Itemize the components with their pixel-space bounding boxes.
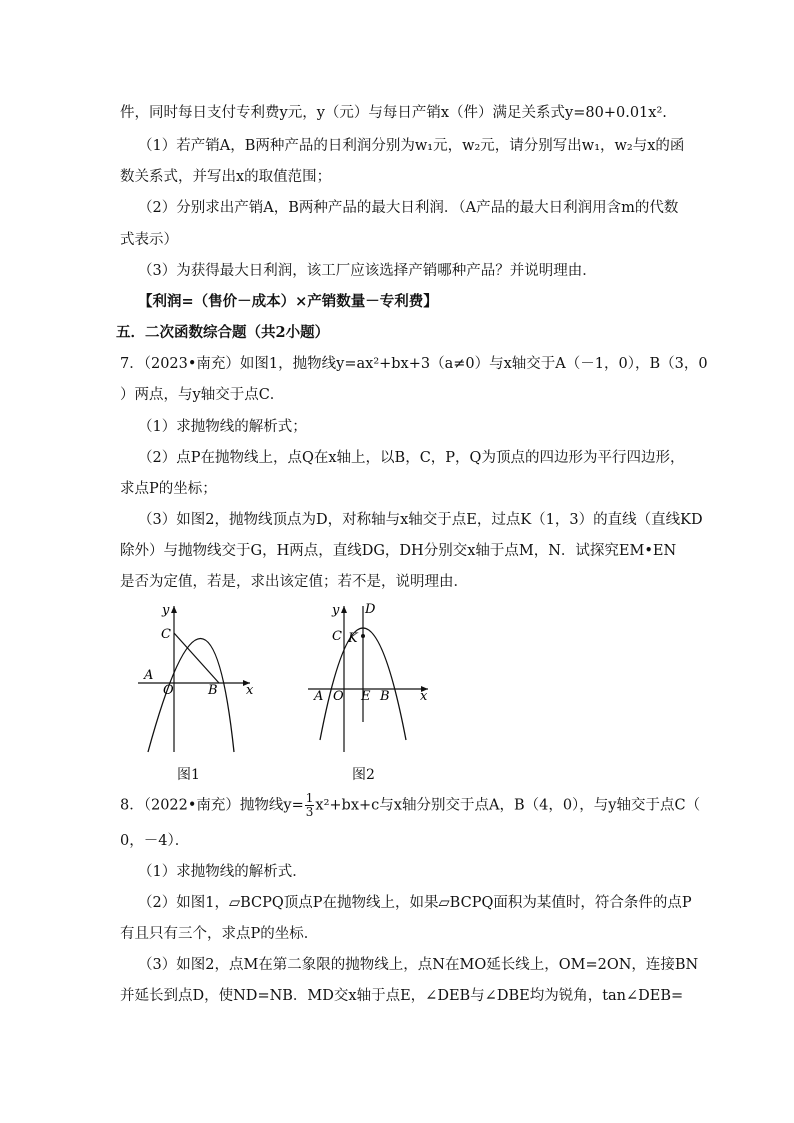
question-7-part-2: （2）点P在抛物线上，点Q在x轴上，以B，C，P，Q为顶点的四边形为平行四边形， [138, 450, 685, 466]
text-line: 有且只有三个，求点P的坐标． [120, 926, 319, 942]
label-x: x [420, 689, 428, 704]
figure-2 [302, 600, 442, 760]
label-b: B [208, 683, 218, 698]
parabola [148, 639, 234, 753]
text-fragment: x²+bx+c与x轴分别交于点A，B（4，0），与y轴交于点C（ [315, 797, 701, 814]
text-line: ）两点，与y轴交于点C． [120, 387, 285, 403]
label-a: A [314, 689, 324, 704]
label-y: y [332, 603, 340, 618]
question-7-part-3: （3）如图2，抛物线顶点为D，对称轴与x轴交于点E，过点K（1，3）的直线（直线KD [138, 512, 703, 528]
y-axis-arrow [341, 606, 347, 613]
question-part-2: （2）分别求出产销A，B两种产品的最大日利润．（A产品的最大日利润用含m的代数 [138, 200, 679, 216]
label-c: C [332, 629, 342, 644]
label-e: E [361, 689, 371, 704]
text-line: 0，－4）． [120, 833, 190, 849]
fraction-numerator: 1 [305, 791, 314, 805]
label-o: O [333, 689, 344, 704]
text-line: 件，同时每日支付专利费y元，y（元）与每日产销x（件）满足关系式y=80+0.01x². [120, 105, 667, 121]
question-8-stem [120, 792, 700, 819]
question-8-part-2: （2）如图1，▱BCPQ顶点P在抛物线上，如果▱BCPQ面积为某值时，符合条件的点P [138, 895, 692, 911]
point-k [361, 634, 365, 638]
question-7-stem: 7．（2023•南充）如图1，抛物线y=ax²+bx+3（a≠0）与x轴交于A（－1，0），B（3，0 [120, 356, 708, 372]
question-part-3: （3）为获得最大日利润，该工厂应该选择产销哪种产品？并说明理由． [138, 263, 597, 279]
label-x: x [246, 683, 254, 698]
question-part-1: （1）若产销A，B两种产品的日利润分别为w₁元，w₂元，请分别写出w₁，w₂与x的函 [138, 138, 685, 154]
text-line: 除外）与抛物线交于G，H两点，直线DG，DH分别交x轴于点M，N．试探究EM•EN [120, 543, 677, 559]
label-d: D [365, 602, 376, 617]
label-b: B [380, 689, 390, 704]
text-line: 是否为定值，若是，求出该定值；若不是，说明理由． [120, 574, 468, 590]
fraction-denominator: 3 [305, 805, 314, 819]
label-o: O [163, 683, 174, 698]
figure-1 [130, 600, 270, 760]
section-heading: 五．二次函数综合题（共2小题） [116, 324, 330, 341]
profit-formula-note: 【利润=（售价－成本）×产销数量－专利费】 [138, 293, 438, 310]
text-line: 求点P的坐标； [120, 481, 217, 497]
fraction-one-third [305, 792, 315, 819]
figure-2-caption: 图2 [352, 767, 375, 783]
text-line: 并延长到点D，使ND=NB．MD交x轴于点E，∠DEB与∠DBE均为锐角，tan∠DEB= [120, 988, 684, 1004]
figure-1-caption: 图1 [177, 767, 200, 783]
label-y: y [162, 603, 170, 618]
question-7-part-1: （1）求抛物线的解析式； [138, 419, 307, 435]
text-line: 式表示） [120, 232, 178, 248]
text-line: 数关系式，并写出x的取值范围； [120, 169, 332, 185]
question-8-part-1: （1）求抛物线的解析式． [138, 864, 307, 880]
label-c: C [161, 627, 171, 642]
y-axis-arrow [171, 606, 177, 613]
text-fragment: 8．（2022•南充）抛物线y= [120, 797, 304, 814]
label-a: A [144, 668, 154, 683]
label-k: K [348, 631, 358, 646]
question-8-part-3: （3）如图2，点M在第二象限的抛物线上，点N在MO延长线上，OM=2ON，连接BN [138, 957, 699, 973]
